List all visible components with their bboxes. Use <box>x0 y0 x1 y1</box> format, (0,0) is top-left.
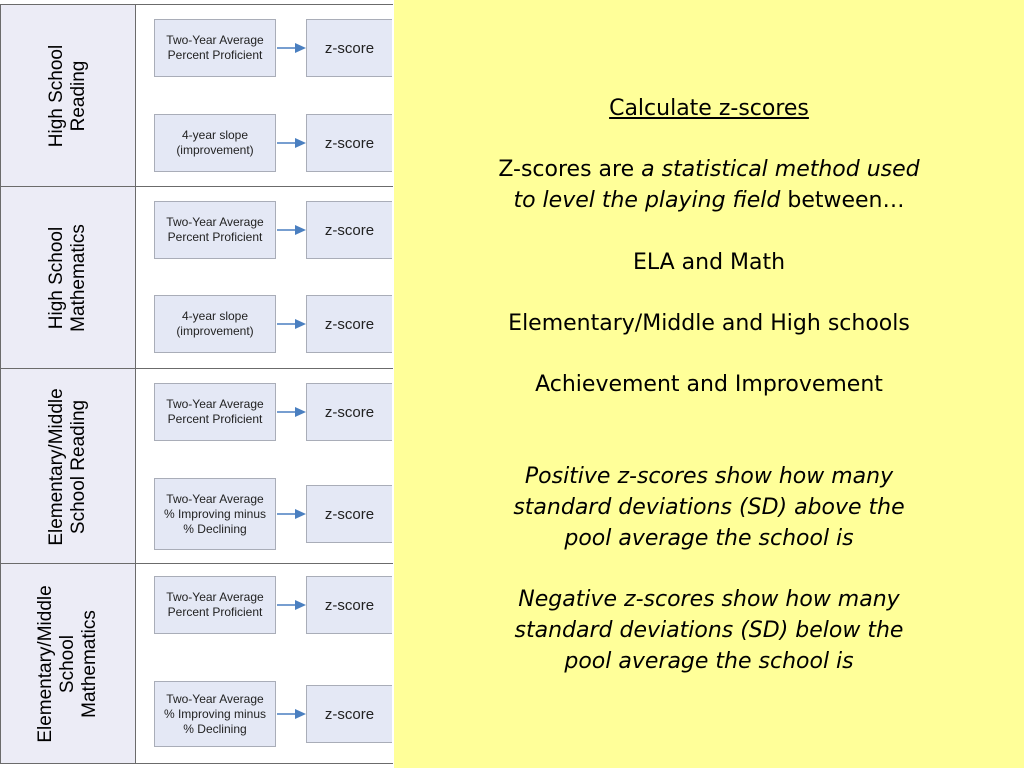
panel-title: Calculate z-scores <box>609 96 809 121</box>
arrow-icon <box>277 508 306 520</box>
section-label-cell <box>0 5 136 187</box>
arrow-icon <box>277 224 306 236</box>
z-score-box: z-score <box>306 201 392 259</box>
section-label: Elementary/Middle School Reading <box>46 387 89 546</box>
z-score-box: z-score <box>306 576 392 634</box>
section-label-cell <box>0 369 136 564</box>
input-box: Two-Year Average % Improving minus % Declining <box>154 681 276 747</box>
input-box: Two-Year Average Percent Proficient <box>154 201 276 259</box>
arrow-icon <box>277 318 306 330</box>
explanation-panel <box>394 0 1024 768</box>
section-label-cell <box>0 564 136 763</box>
section-hs-math <box>0 186 393 369</box>
intro-text <box>394 154 1024 216</box>
intro-italic: a statistical method used to level the playing field <box>513 157 920 213</box>
arrow-icon <box>277 406 306 418</box>
section-label: Elementary/Middle School Mathematics <box>35 584 100 743</box>
section-label-cell <box>0 187 136 369</box>
z-score-box: z-score <box>306 114 392 172</box>
arrow-icon <box>277 42 306 54</box>
arrow-icon <box>277 708 306 720</box>
z-score-box: z-score <box>306 685 392 743</box>
input-box: 4-year slope (improvement) <box>154 295 276 353</box>
z-score-box: z-score <box>306 485 392 543</box>
section-label: High School Reading <box>46 44 89 148</box>
input-box: Two-Year Average Percent Proficient <box>154 383 276 441</box>
arrow-icon <box>277 137 306 149</box>
item-ela-math: ELA and Math <box>632 250 786 275</box>
input-box: Two-Year Average Percent Proficient <box>154 576 276 634</box>
input-box: 4-year slope (improvement) <box>154 114 276 172</box>
section-em-math <box>0 563 393 764</box>
intro-prefix: Z-scores are <box>498 157 642 182</box>
item-school-levels: Elementary/Middle and High schools <box>508 311 910 336</box>
z-score-box: z-score <box>306 295 392 353</box>
flow-diagram <box>0 0 394 768</box>
z-score-box: z-score <box>306 19 392 77</box>
section-label: High School Mathematics <box>46 224 89 332</box>
section-hs-reading <box>0 4 393 187</box>
input-box: Two-Year Average Percent Proficient <box>154 19 276 77</box>
negative-note: Negative z-scores show how many standard deviations (SD) below the pool average the school is <box>514 587 904 674</box>
arrow-icon <box>277 599 306 611</box>
positive-note: Positive z-scores show how many standard deviations (SD) above the pool average the school is <box>513 464 905 551</box>
input-box: Two-Year Average % Improving minus % Declining <box>154 478 276 550</box>
section-em-reading <box>0 368 393 564</box>
z-score-box: z-score <box>306 383 392 441</box>
item-achievement-improvement: Achievement and Improvement <box>535 372 883 397</box>
intro-suffix: between… <box>780 188 905 213</box>
